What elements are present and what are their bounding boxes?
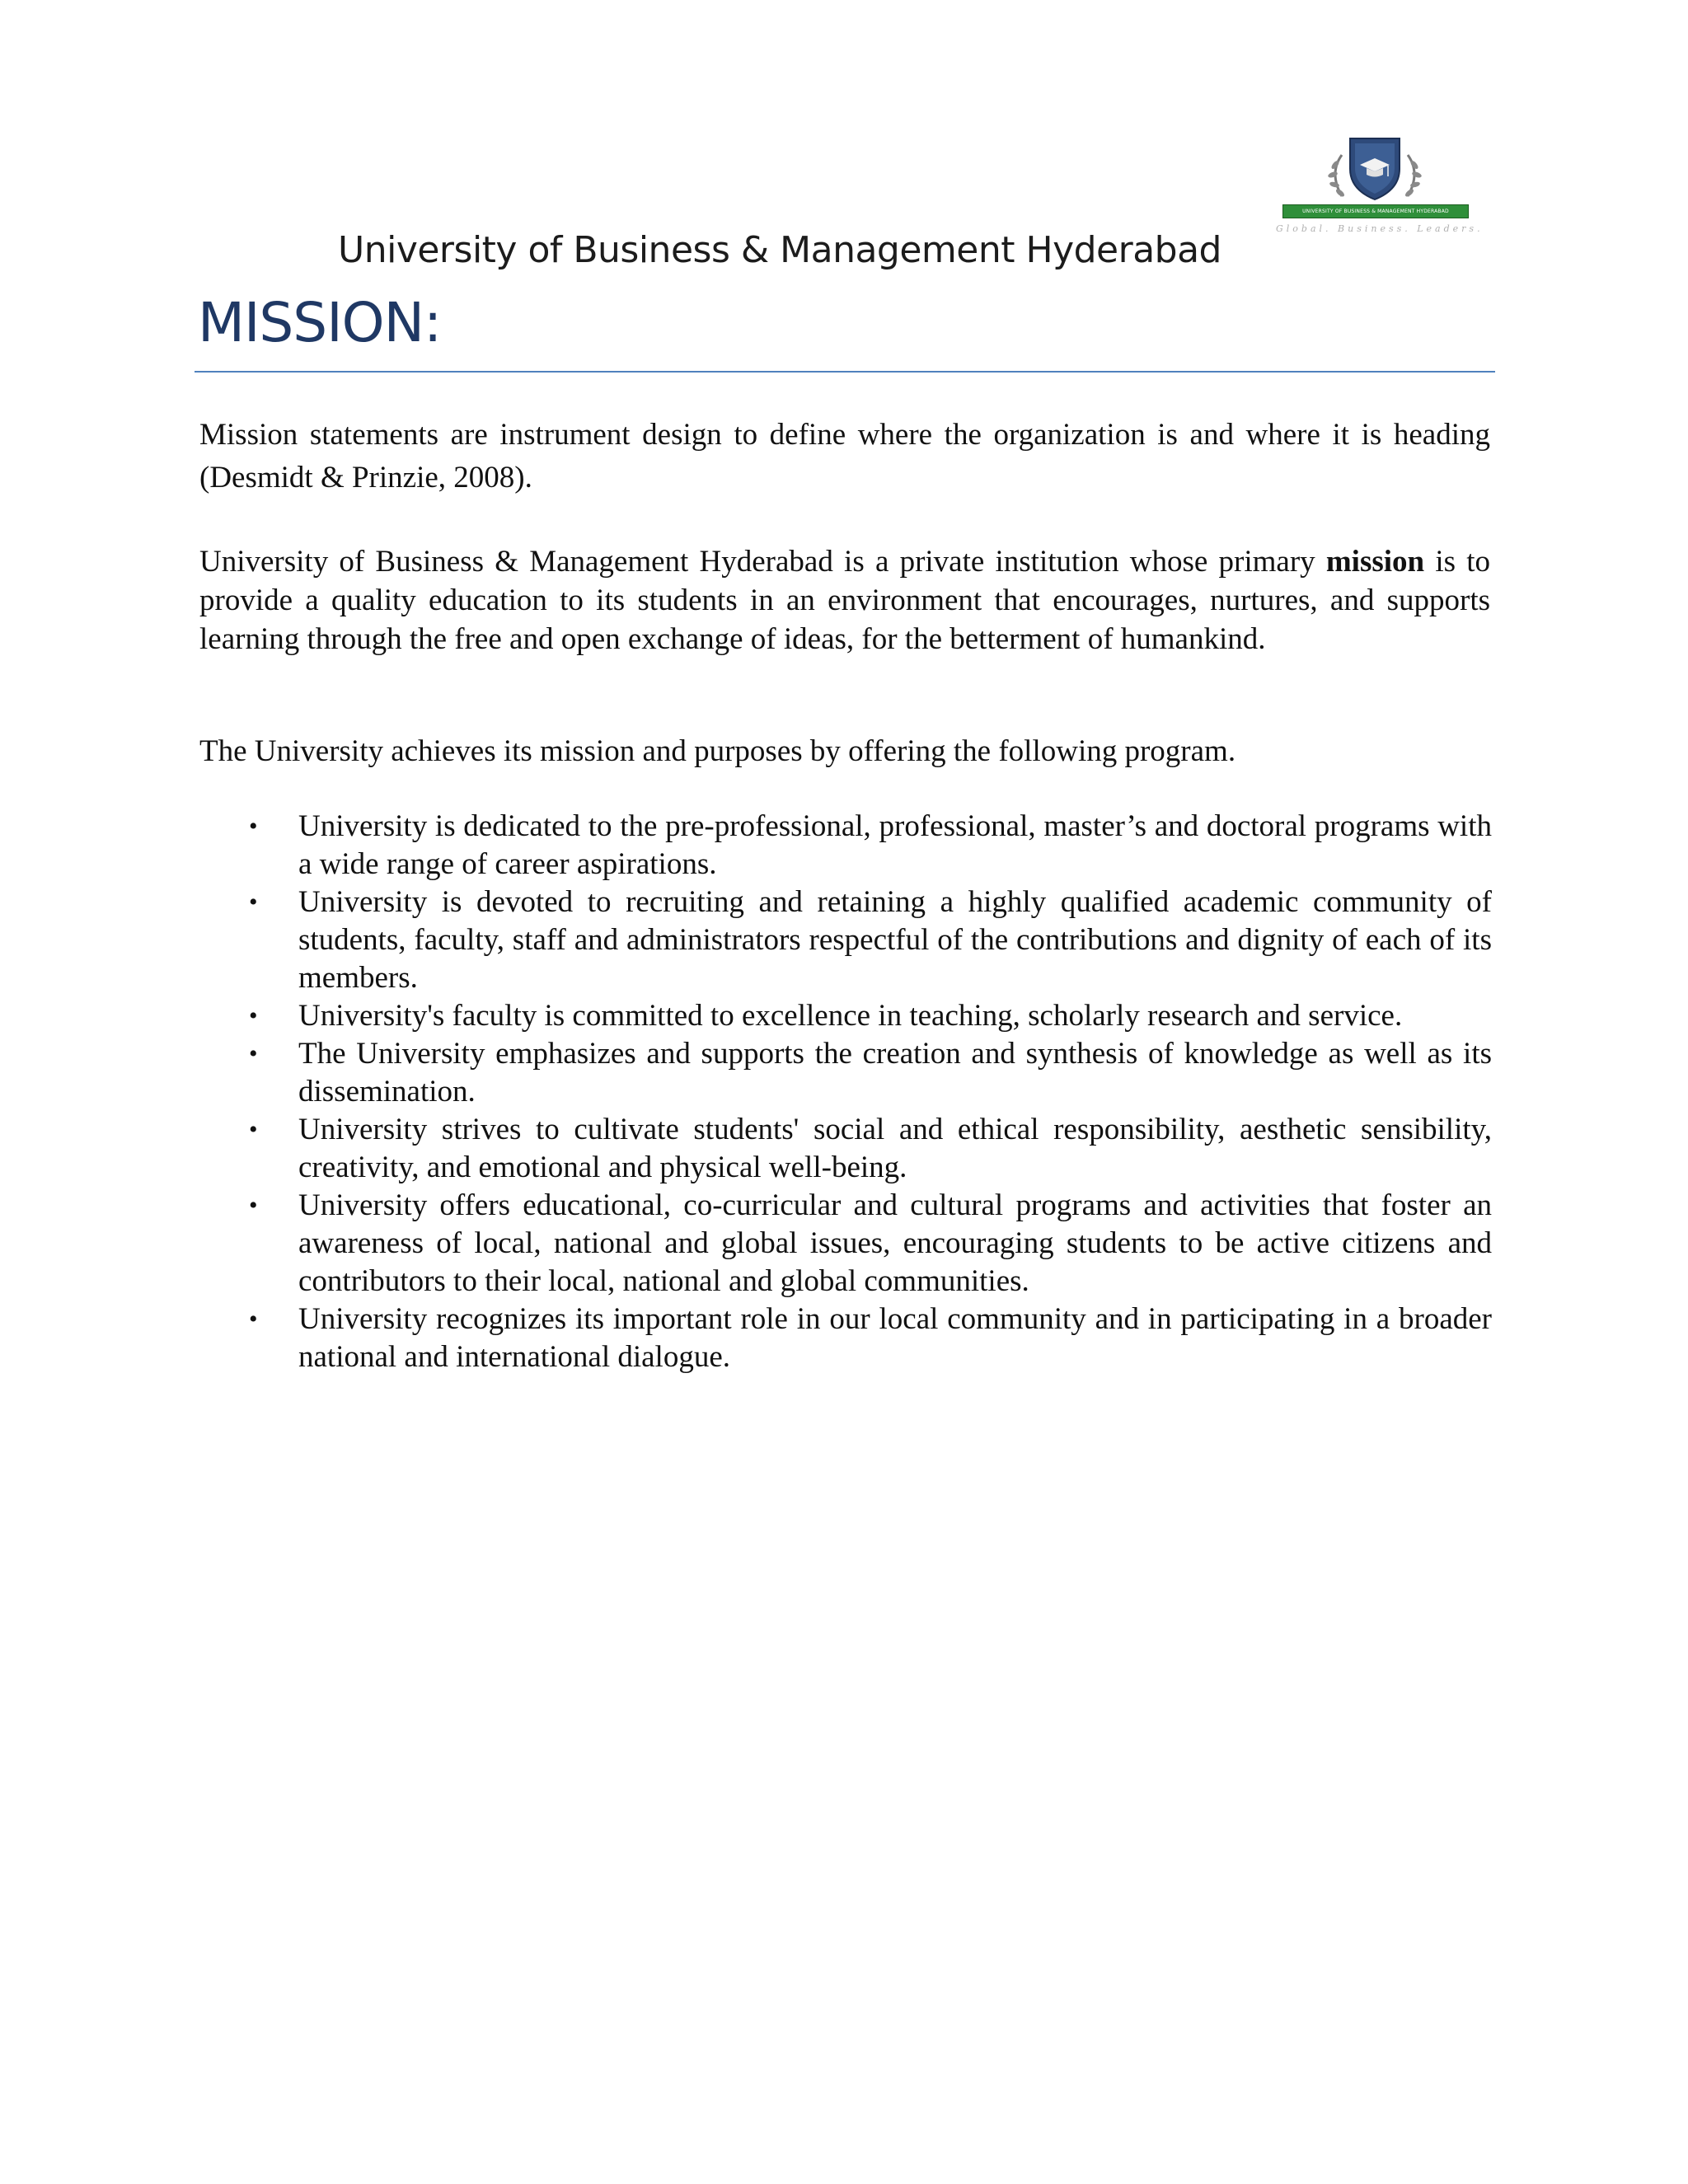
list-item-text: University offers educational, co-curricular and cultural programs and activities that foster an awareness of local, national and global issues, encouraging students to be active citizens and contributors to their local, national and global communities. bbox=[298, 1188, 1492, 1298]
list-item-text: University is dedicated to the pre-professional, professional, master’s and doctoral programs with a wide range of career aspirations. bbox=[298, 809, 1492, 881]
bullet-icon: • bbox=[249, 1192, 258, 1219]
list-item bbox=[199, 1187, 1492, 1301]
intro-paragraph: Mission statements are instrument design to define where the organization is and where it is heading (Desmidt & Prinzie, 2008). bbox=[199, 418, 1490, 494]
mission-paragraph bbox=[199, 542, 1490, 658]
list-item bbox=[199, 1301, 1492, 1376]
page-title: MISSION: bbox=[198, 291, 442, 354]
logo-tagline: Global. Business. Leaders. bbox=[1276, 223, 1484, 234]
list-item bbox=[199, 997, 1492, 1035]
bullet-icon: • bbox=[249, 813, 258, 840]
mission-text-end: is to provide a quality education to its students in an environment that encourages, nurtures, and supports learning through the free and open exchange of ideas, for the betterment of humankind. bbox=[199, 545, 1490, 656]
bullet-icon: • bbox=[249, 888, 258, 916]
logo-name-band: UNIVERSITY OF BUSINESS & MANAGEMENT HYDERABAD bbox=[1282, 204, 1469, 218]
bullet-icon: • bbox=[249, 1305, 258, 1333]
bullet-icon: • bbox=[249, 1116, 258, 1143]
bullet-icon: • bbox=[249, 1002, 258, 1029]
shield-crest-icon bbox=[1317, 132, 1432, 210]
list-item-text: University's faculty is committed to excellence in teaching, scholarly research and service. bbox=[298, 999, 1403, 1033]
program-intro-paragraph: The University achieves its mission and purposes by offering the following program. bbox=[199, 734, 1236, 768]
mission-keyword: mission bbox=[1325, 545, 1425, 579]
page-header: University of Business & Management Hyderabad bbox=[338, 229, 1221, 271]
list-item-text: University strives to cultivate students' social and ethical responsibility, aesthetic sensibility, creativity, and emotional and physical well-being. bbox=[298, 1113, 1492, 1184]
bullet-icon: • bbox=[249, 1040, 258, 1067]
program-bullet-list bbox=[199, 808, 1492, 1376]
list-item-text: The University emphasizes and supports the creation and synthesis of knowledge as well as its dissemination. bbox=[298, 1037, 1492, 1108]
list-item-text: University is devoted to recruiting and retaining a highly qualified academic community of students, faculty, staff and administrators respectful of the contributions and dignity of each of its members. bbox=[298, 885, 1492, 995]
university-logo bbox=[1276, 132, 1484, 243]
list-item bbox=[199, 1111, 1492, 1187]
list-item bbox=[199, 883, 1492, 997]
mission-text-start: University of Business & Management Hyderabad is a private institution whose primary bbox=[199, 545, 1326, 579]
list-item bbox=[199, 808, 1492, 883]
list-item-text: University recognizes its important role in our local community and in participating in a broader national and international dialogue. bbox=[298, 1302, 1492, 1374]
list-item bbox=[199, 1035, 1492, 1111]
title-divider bbox=[195, 371, 1495, 373]
